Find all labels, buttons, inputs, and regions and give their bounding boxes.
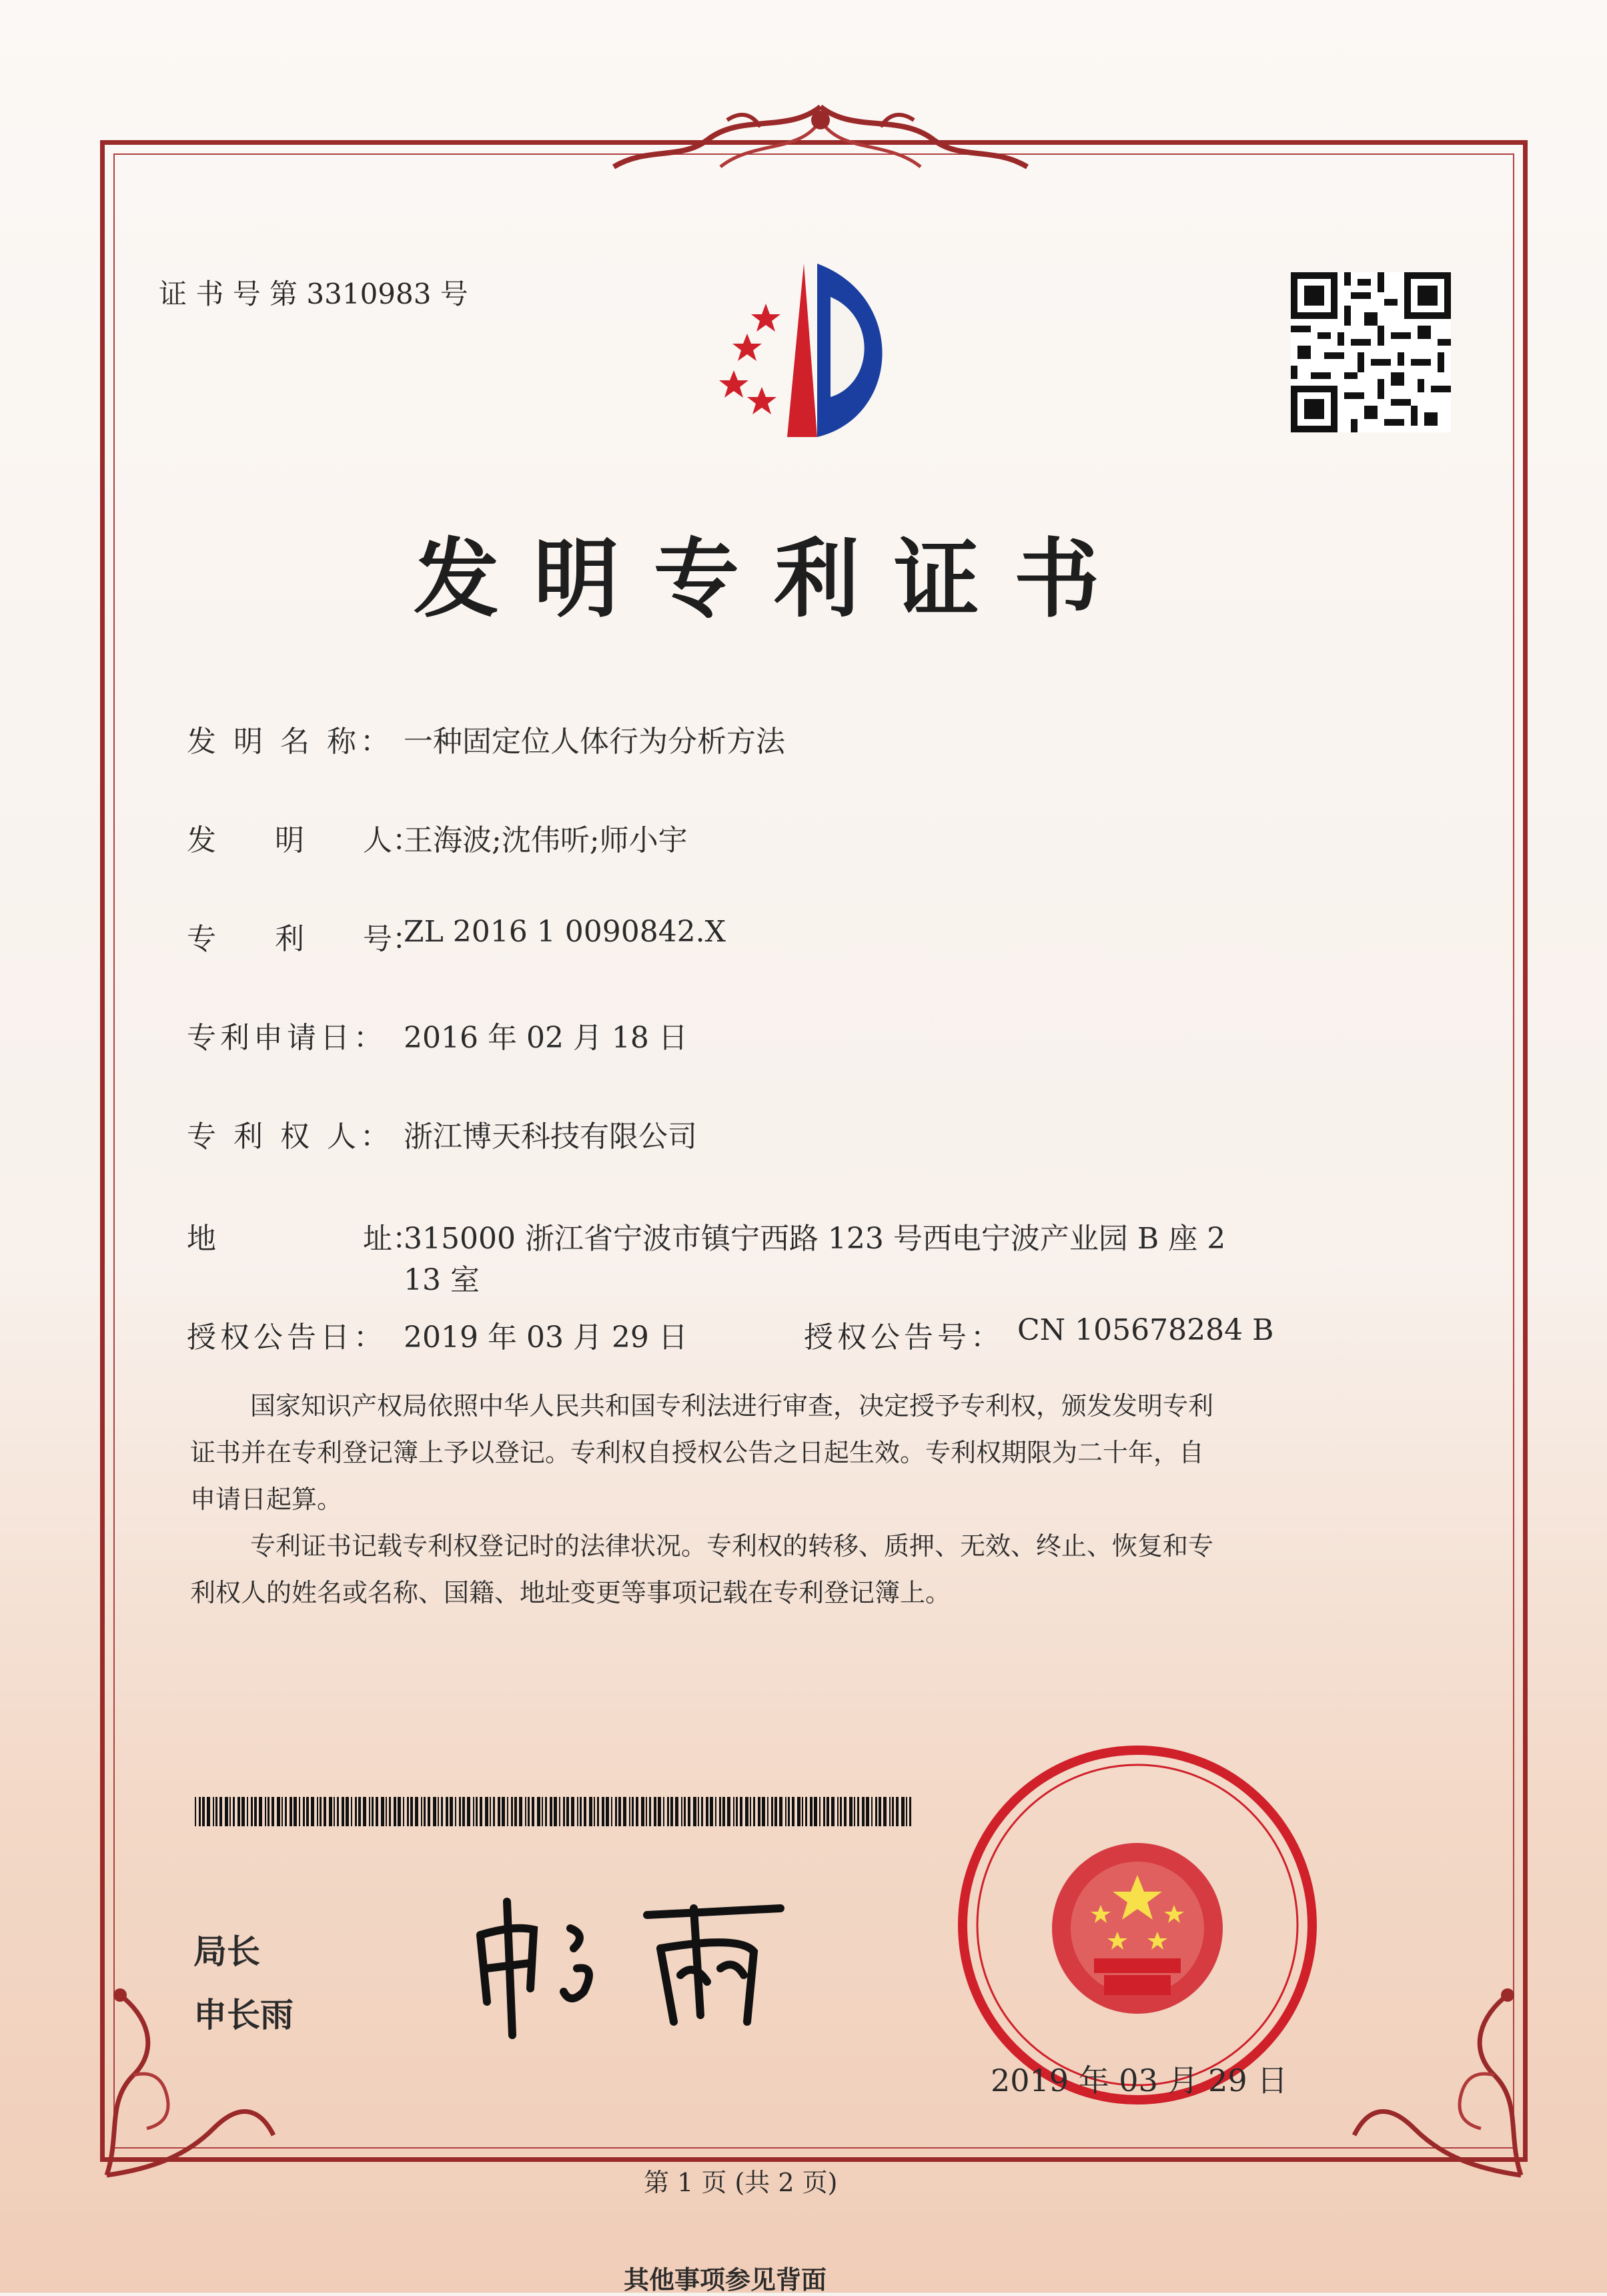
page-indicator: 第 1 页 (共 2 页) (644, 2168, 838, 2197)
address-value-line2: 13 室 (404, 1263, 480, 1297)
statement-p2-line2: 利权人的姓名或名称、国籍、地址变更等事项记载在专利登记簿上。 (190, 1578, 951, 1607)
statement-p2-line1: 专利证书记载专利权登记时的法律状况。专利权的转移、质押、无效、终止、恢复和专 (250, 1531, 1214, 1561)
director-signature (460, 1888, 821, 2042)
filing-date-value: 2016 年 02 月 18 日 (404, 1021, 688, 1055)
invention-name-value: 一种固定位人体行为分析方法 (404, 725, 785, 759)
statement-p1-line3: 申请日起算。 (190, 1485, 343, 1514)
patentee-value: 浙江博天科技有限公司 (404, 1120, 697, 1154)
grant-publication-value: CN 105678284 B (1017, 1313, 1274, 1347)
statement-paragraph-2 (190, 1523, 1431, 1616)
statement-p1-line1: 国家知识产权局依照中华人民共和国专利法进行审查，决定授予专利权，颁发发明专利 (250, 1391, 1214, 1421)
address-label: 地 址： (187, 1222, 422, 1256)
grant-publication-label: 授权公告号： (804, 1320, 1004, 1355)
bottom-left-ornament-icon (93, 1935, 280, 2189)
invention-name-label: 发 明 名 称： (187, 725, 394, 759)
top-ornament-icon (587, 93, 1054, 187)
footer-note: 其他事项参见背面 (624, 2265, 827, 2295)
bottom-right-ornament-icon (1348, 1935, 1534, 2189)
patent-number-value: ZL 2016 1 0090842.X (404, 915, 726, 949)
statement-p1-line2: 证书并在专利登记簿上予以登记。专利权自授权公告之日起生效。专利权期限为二十年，自 (190, 1438, 1205, 1467)
barcode-icon (195, 1797, 915, 1826)
qr-code-icon (1291, 272, 1451, 432)
director-title: 局长 (193, 1932, 260, 1971)
director-name: 申长雨 (193, 1996, 294, 2034)
inventors-label: 发 明 人： (187, 823, 422, 857)
patent-office-logo-icon (687, 257, 941, 450)
official-seal-icon (951, 1738, 1324, 2112)
seal-date: 2019 年 03 月 29 日 (991, 2062, 1288, 2098)
statement-paragraph-1 (190, 1383, 1431, 1523)
certificate-number: 证 书 号 第 3310983 号 (159, 278, 468, 310)
grant-date-label: 授权公告日： (187, 1320, 387, 1355)
certificate-title: 发明专利证书 (414, 529, 1135, 629)
patentee-label: 专 利 权 人： (187, 1120, 394, 1154)
grant-date-value: 2019 年 03 月 29 日 (404, 1320, 688, 1355)
inventors-value: 王海波;沈伟听;师小宇 (404, 823, 688, 857)
address-value-line1: 315000 浙江省宁波市镇宁西路 123 号西电宁波产业园 B 座 2 (404, 1222, 1226, 1256)
patent-number-label: 专 利 号： (187, 922, 422, 956)
filing-date-label: 专利申请日： (187, 1021, 387, 1055)
